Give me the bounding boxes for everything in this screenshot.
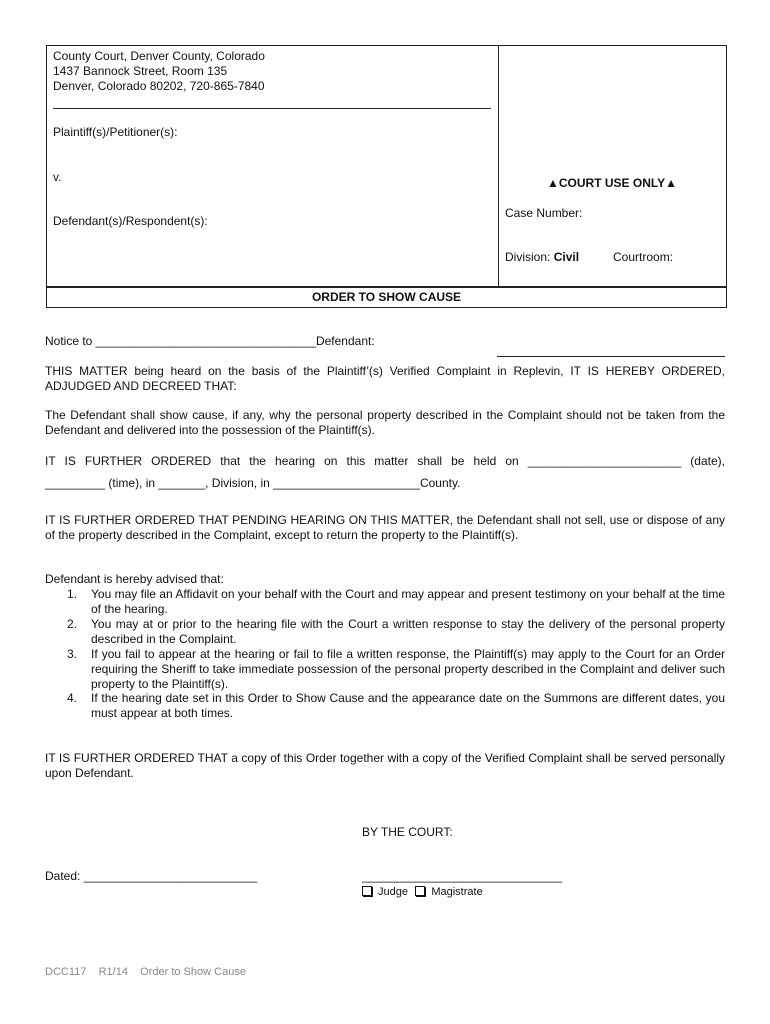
matter-heard-paragraph: THIS MATTER being heard on the basis of the Plaintiff’(s) Verified Complaint in Replevin, IT IS HEREBY ORDERED, ADJUDGED AND DECREED THAT:	[45, 364, 725, 393]
case-number-label: Case Number:	[505, 206, 583, 220]
caption-parties-section	[47, 46, 499, 287]
dated-blank: __________________________	[83, 869, 258, 883]
advisement-number: 3.	[67, 647, 78, 661]
dated-label: Dated:	[45, 869, 84, 883]
advisement-number: 2.	[67, 617, 78, 631]
advised-intro: Defendant is hereby advised that:	[45, 572, 224, 586]
magistrate-label: Magistrate	[431, 886, 483, 898]
advisement-number: 1.	[67, 587, 78, 601]
advisement-text: If the hearing date set in this Order to Show Cause and the appearance date on the Summons are different dates, you must appear at both times.	[91, 691, 725, 720]
court-use-only: ▲COURT USE ONLY▲	[547, 176, 677, 190]
served-copy-paragraph: IT IS FURTHER ORDERED THAT a copy of this Order together with a copy of the Verified Complaint shall be served personally upon Defendant.	[45, 751, 725, 780]
advisement-text: You may file an Affidavit on your behalf with the Court and may appear and present testimony on your behalf at the time of the hearing.	[91, 587, 725, 616]
judge-checkbox[interactable]	[362, 886, 372, 896]
dated-field	[45, 869, 257, 884]
pending-hearing-paragraph: IT IS FURTHER ORDERED THAT PENDING HEARING ON THIS MATTER, the Defendant shall not sell, use or dispose of any of the property described in the Complaint, except to return the property to the Plaintiff(s).	[45, 513, 725, 542]
document-title: ORDER TO SHOW CAUSE	[46, 286, 727, 308]
advisement-text: You may at or prior to the hearing file with the Court a written response to stay the delivery of the personal property described in the Complaint.	[91, 617, 725, 646]
courtroom-label: Courtroom:	[613, 250, 674, 264]
advisement-number: 4.	[67, 691, 78, 705]
judge-label: Judge	[378, 886, 408, 898]
court-name: County Court, Denver County, Colorado	[53, 49, 265, 63]
notice-underline	[497, 356, 725, 357]
division-label: Division:	[505, 250, 551, 264]
division-field	[505, 250, 579, 265]
division-value: Civil	[553, 250, 580, 264]
versus-label: v.	[53, 170, 62, 184]
form-footer: DCC117 R1/14 Order to Show Cause	[45, 966, 246, 978]
court-address: 1437 Bannock Street, Room 135	[53, 64, 228, 78]
notice-prefix: Notice to	[45, 334, 96, 348]
caption-divider	[53, 108, 491, 109]
advisement-text: If you fail to appear at the hearing or fail to file a written response, the Plaintiff(s) may apply to the Court for an Order requiring the Sheriff to take immediate possession of the personal property described in the Complaint and deliver such property to the Plaintiff(s).	[91, 647, 725, 691]
notice-suffix: Defendant:	[315, 334, 375, 348]
court-city: Denver, Colorado 80202, 720-865-7840	[53, 79, 265, 93]
caption-court-use-section	[498, 46, 726, 287]
magistrate-checkbox[interactable]	[415, 886, 425, 896]
show-cause-paragraph: The Defendant shall show cause, if any, why the personal property described in the Complaint should not be taken from the Defendant and delivered into the possession of the Plaintiff(s).	[45, 408, 725, 437]
defendant-label: Defendant(s)/Respondent(s):	[53, 214, 208, 228]
notice-line	[45, 334, 725, 349]
signature-line: ______________________________	[362, 869, 563, 883]
plaintiff-label: Plaintiff(s)/Petitioner(s):	[53, 125, 178, 139]
notice-defendant-blank: _________________________________	[95, 334, 316, 348]
case-caption	[46, 45, 727, 288]
hearing-line-1: IT IS FURTHER ORDERED that the hearing on this matter shall be held on _______________________ (date),	[45, 454, 725, 468]
hearing-line-2: _________ (time), in _______, Division, in ______________________County.	[45, 476, 461, 490]
by-the-court-label: BY THE COURT:	[362, 825, 453, 839]
signer-options	[362, 884, 483, 900]
